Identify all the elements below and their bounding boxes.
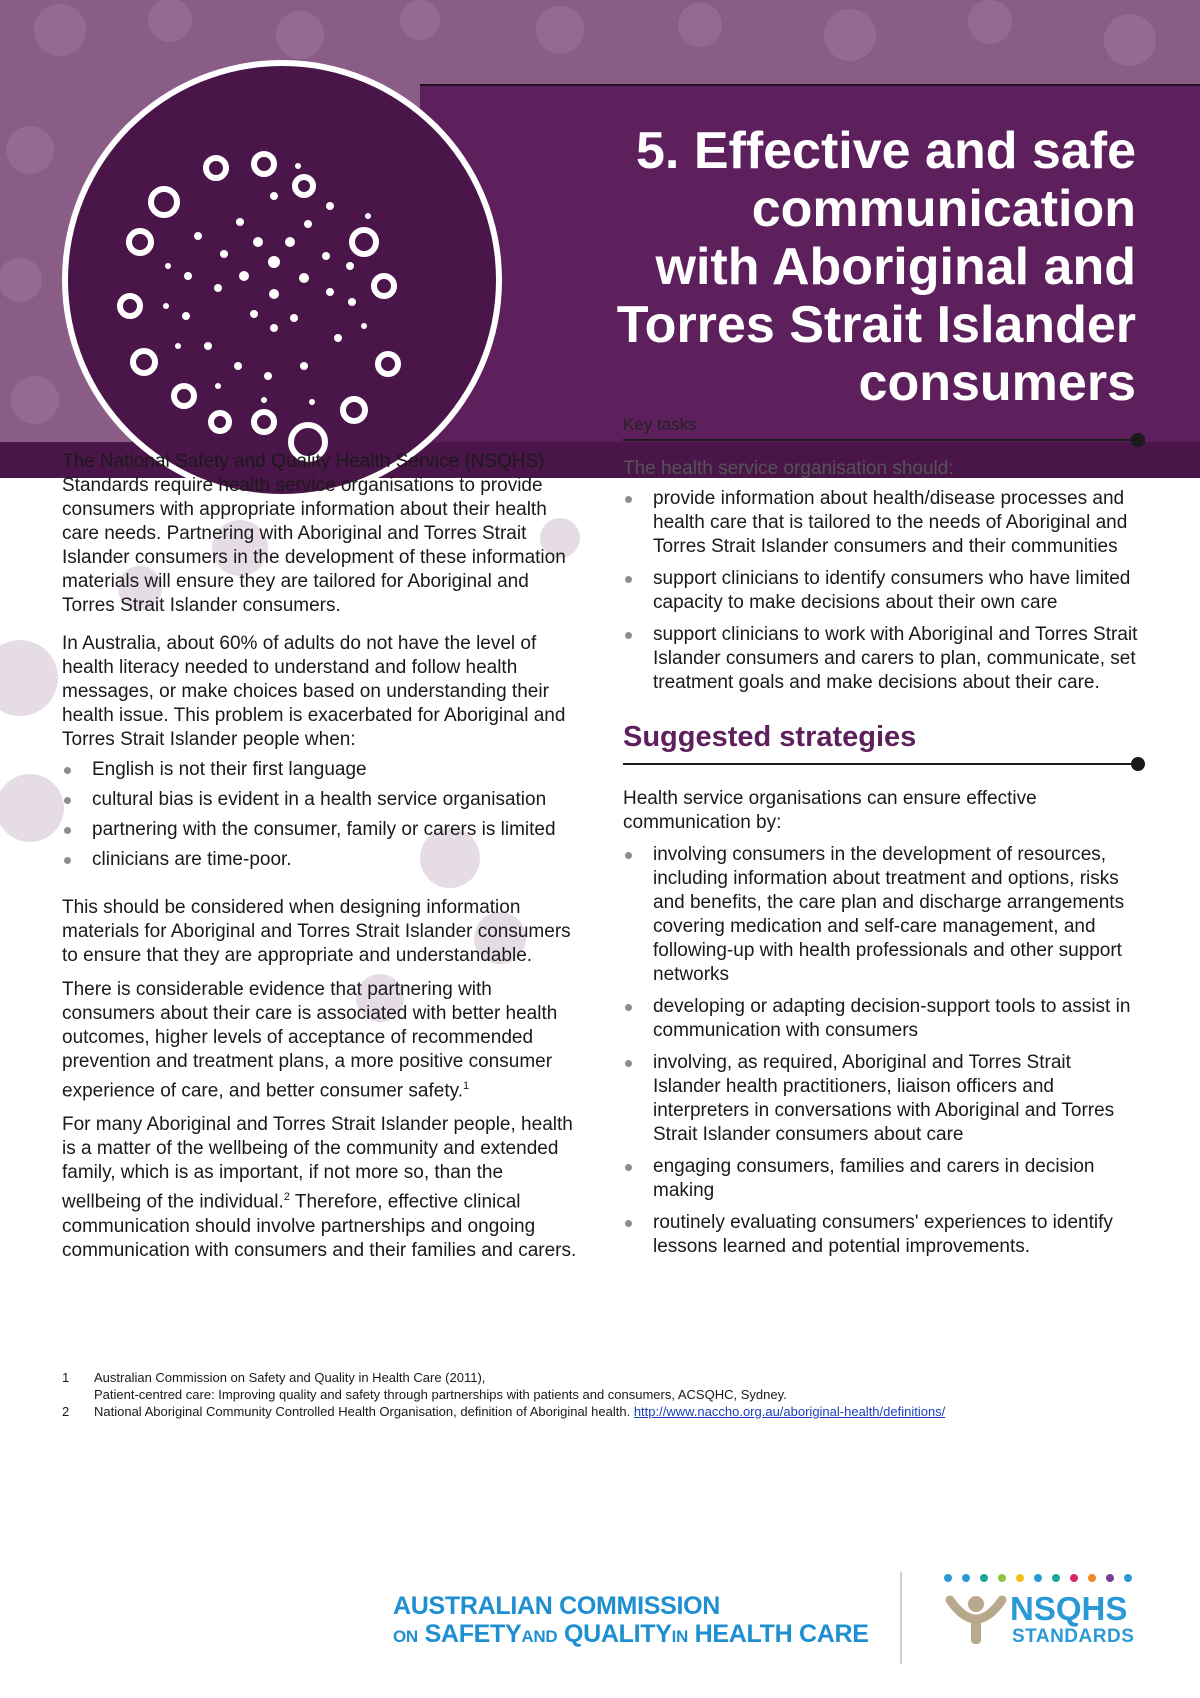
footnote-number: 1 [62, 1370, 70, 1385]
logo-word: SAFETY [424, 1620, 522, 1648]
logo-word: QUALITY [563, 1620, 672, 1648]
list-item: English is not their first language [62, 758, 582, 782]
footnote-line: Australian Commission on Safety and Quality in Health Care (2011), [94, 1370, 486, 1385]
key-tasks-rule [623, 439, 1139, 441]
list-item: routinely evaluating consumers' experiences to identify lessons learned and potential improvements. [623, 1211, 1143, 1259]
dot-art-icon [68, 66, 496, 494]
logo-line-1: AUSTRALIAN COMMISSION [393, 1592, 721, 1620]
logo-word: ON [393, 1627, 418, 1646]
footnote-2 [62, 1403, 1142, 1420]
list-item: provide information about health/disease processes and health care that is tailored to the needs of Aboriginal and Torres Strait Islander consumers and their communities [623, 487, 1143, 559]
literacy-bullet-list [62, 758, 582, 872]
evidence-paragraph [62, 978, 582, 1103]
strategies-heading [623, 719, 1143, 765]
list-item: involving, as required, Aboriginal and Torres Strait Islander health practitioners, liaison officers and interpreters in conversations with Aboriginal and Torres Strait Islander consumers about care [623, 1051, 1143, 1147]
key-tasks-heading [623, 413, 1143, 441]
health-literacy-paragraph: In Australia, about 60% of adults do not have the level of health literacy needed to understand and follow health messages, or make choices based on understanding their health issue. This problem is exacerbated for Aboriginal and Torres Strait Islander people when: [62, 633, 566, 750]
intro-paragraph: The National Safety and Quality Health Service (NSQHS) Standards require health service organisations to provide consumers with appropriate information about their health care needs. Partnering with Aboriginal and Torres Strait Islander consumers in the development of these information materials will ensure they are tailored for Aboriginal and Torres Strait Islander consumers. [62, 451, 566, 616]
nsqhs-title: NSQHS [1010, 1590, 1128, 1627]
title-line: 5. Effective and safe [636, 122, 1136, 180]
list-item: engaging consumers, families and carers in decision making [623, 1155, 1143, 1203]
nsqhs-logo [940, 1572, 1140, 1662]
logo-divider [900, 1572, 902, 1664]
logo-line-2 [393, 1620, 869, 1651]
key-tasks-list [623, 487, 1143, 695]
left-column [62, 450, 582, 1273]
title-line: consumers [858, 354, 1136, 412]
evidence-text: There is considerable evidence that partnering with consumers about their care is associated with better health outcomes, higher levels of acceptance of recommended prevention and treatment plans, a more positive consumer experience of care, and better consumer safety. [62, 979, 558, 1102]
list-item: partnering with the consumer, family or carers is limited [62, 818, 582, 842]
strategies-list [623, 843, 1143, 1259]
title-line: Torres Strait Islander [616, 296, 1136, 354]
footnote-ref: 1 [462, 1080, 470, 1092]
footnote-line: Patient-centred care: Improving quality and safety through partnerships with patients and consumers, ACSQHC, Sydney. [94, 1387, 787, 1402]
strategies-rule [623, 763, 1139, 765]
wellbeing-paragraph [62, 1113, 582, 1262]
list-item: support clinicians to work with Aboriginal and Torres Strait Islander consumers and carers to plan, communicate, set treatment goals and make decisions about their care. [623, 623, 1143, 695]
list-item: involving consumers in the development of resources, including information about treatment and options, risks and benefits, the care plan and discharge arrangements covering medication and self-care management, and following-up with health professionals and other support networks [623, 843, 1143, 987]
acsqhc-logo [393, 1592, 869, 1651]
title-line: communication [751, 180, 1136, 238]
right-column [623, 413, 1143, 1269]
key-tasks-intro: The health service organisation should: [623, 458, 954, 479]
list-item: support clinicians to identify consumers who have limited capacity to make decisions about their own care [623, 567, 1143, 615]
footnote-1 [62, 1369, 1142, 1403]
list-item: cultural bias is evident in a health service organisation [62, 788, 582, 812]
title-line: with Aboriginal and [655, 238, 1136, 296]
key-tasks-label: Key tasks [623, 415, 697, 434]
list-item: developing or adapting decision-support tools to assist in communication with consumers [623, 995, 1143, 1043]
footnotes [62, 1369, 1142, 1420]
logo-word: IN [671, 1627, 689, 1646]
list-item: clinicians are time-poor. [62, 848, 582, 872]
footnote-number: 2 [62, 1404, 70, 1419]
footnote-text [94, 1369, 787, 1403]
footnote-text [94, 1403, 945, 1420]
logo-word: HEALTH CARE [694, 1620, 869, 1648]
wellbeing-text-cont: Therefore, effective clinical communication should involve partnerships and ongoing communication with consumers and their families and carers. [62, 1191, 577, 1261]
nsqhs-subtitle: STANDARDS [1012, 1626, 1135, 1647]
logo-word: AND [521, 1627, 558, 1646]
aboriginal-art-emblem [68, 66, 496, 494]
footnote-ref: 2 [283, 1191, 290, 1204]
strategies-intro: Health service organisations can ensure effective communication by: [623, 788, 1037, 833]
design-paragraph: This should be considered when designing information materials for Aboriginal and Torres Strait Islander consumers to ensure that they are appropriate and understandable. [62, 897, 571, 966]
strategies-title: Suggested strategies [623, 721, 917, 753]
footnote-line: National Aboriginal Community Controlled Health Organisation, definition of Aboriginal health. [94, 1404, 631, 1419]
page-title [536, 122, 1136, 412]
naccho-link[interactable]: http://www.naccho.org.au/aboriginal-health/definitions/ [633, 1404, 946, 1419]
wellbeing-text: For many Aboriginal and Torres Strait Islander people, health is a matter of the wellbeing of the community and extended family, which is as important, if not more so, than the wellbeing of the individual. [62, 1114, 573, 1213]
